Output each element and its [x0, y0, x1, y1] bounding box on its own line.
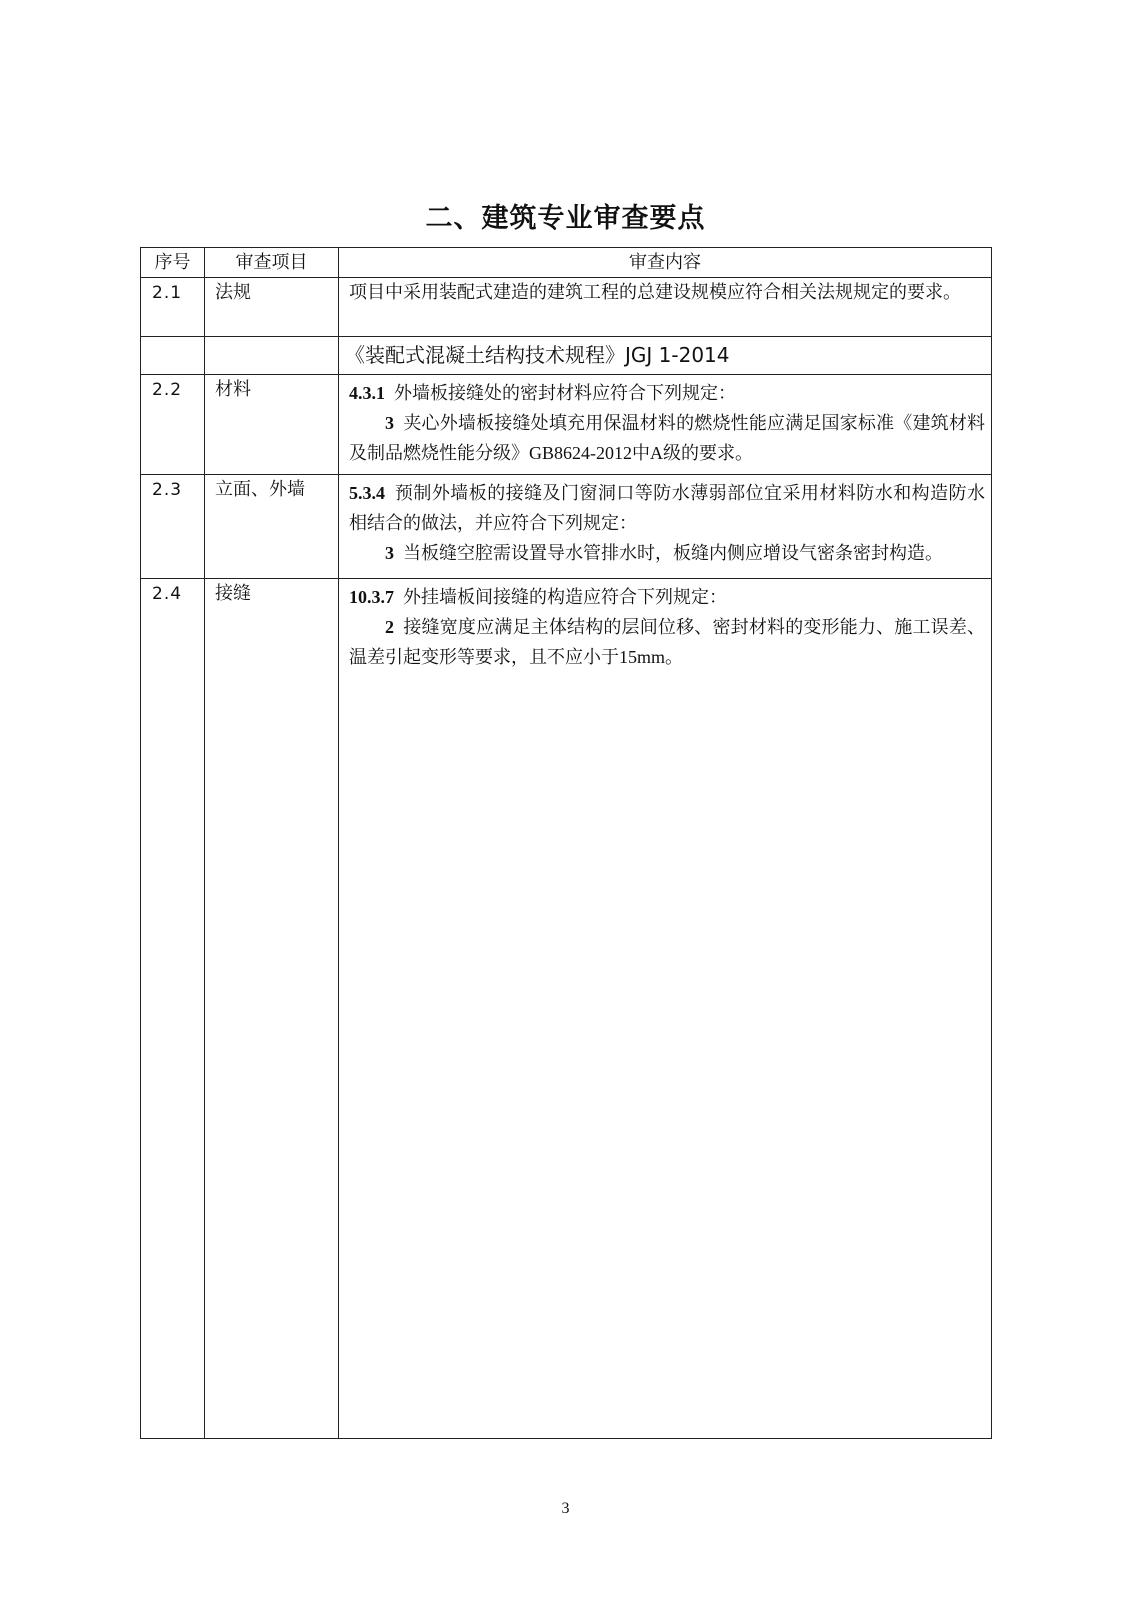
review-table	[140, 247, 992, 1439]
sub-clause-text: 当板缝空腔需设置导水管排水时，板缝内侧应增设气密条密封构造。	[403, 543, 943, 563]
page-title: 二、建筑专业审查要点	[425, 203, 706, 234]
sub-clause-number: 3	[385, 543, 394, 563]
sub-clause-text: 接缝宽度应满足主体结构的层间位移、密封材料的变形能力、施工误差、温差引起变形等要求，且不应小于15mm。	[349, 617, 986, 667]
sub-clause	[349, 612, 985, 672]
sub-clause-number: 2	[385, 617, 394, 637]
table-row	[141, 579, 992, 1439]
cell-seq: 2.2	[141, 375, 205, 475]
cell-item: 法规	[205, 278, 339, 337]
clause-line	[349, 582, 985, 612]
cell-seq: 2.1	[141, 278, 205, 337]
clause-number: 10.3.7	[349, 587, 394, 607]
cell-content	[339, 475, 992, 579]
header-seq: 序号	[141, 248, 205, 278]
clause-text: 预制外墙板的接缝及门窗洞口等防水薄弱部位宜采用材料防水和构造防水相结合的做法，并应符合下列规定：	[349, 483, 986, 533]
clause-block	[339, 375, 991, 474]
cell-content	[339, 375, 992, 475]
sub-clause	[349, 408, 985, 468]
cell-item: 材料	[205, 375, 339, 475]
table-row	[141, 375, 992, 475]
cell-seq-empty	[141, 337, 205, 375]
header-content: 审查内容	[339, 248, 992, 278]
sub-clause	[349, 538, 985, 568]
cell-standard-title: 《装配式混凝土结构技术规程》JGJ 1-2014	[339, 337, 992, 375]
clause-text: 外墙板接缝处的密封材料应符合下列规定：	[394, 383, 736, 403]
clause-block	[339, 579, 991, 678]
clause-line	[349, 378, 985, 408]
page-number: 3	[561, 1500, 570, 1517]
cell-content	[339, 579, 992, 1439]
clause-line	[349, 478, 985, 538]
table-row	[141, 278, 992, 337]
sub-clause-number: 3	[385, 413, 394, 433]
header-item: 审查项目	[205, 248, 339, 278]
table-row	[141, 475, 992, 579]
clause-block	[339, 475, 991, 574]
cell-item: 立面、外墙	[205, 475, 339, 579]
clause-number: 4.3.1	[349, 383, 385, 403]
table-header-row	[141, 248, 992, 278]
sub-clause-text: 夹心外墙板接缝处填充用保温材料的燃烧性能应满足国家标准《建筑材料及制品燃烧性能分级》GB8624-2012中A级的要求。	[349, 413, 986, 463]
cell-seq: 2.3	[141, 475, 205, 579]
cell-item-empty	[205, 337, 339, 375]
standard-title-row	[141, 337, 992, 375]
cell-content: 项目中采用装配式建造的建筑工程的总建设规模应符合相关法规规定的要求。	[339, 278, 992, 337]
cell-seq: 2.4	[141, 579, 205, 1439]
cell-item: 接缝	[205, 579, 339, 1439]
clause-text: 外挂墙板间接缝的构造应符合下列规定：	[403, 587, 727, 607]
clause-number: 5.3.4	[349, 483, 385, 503]
